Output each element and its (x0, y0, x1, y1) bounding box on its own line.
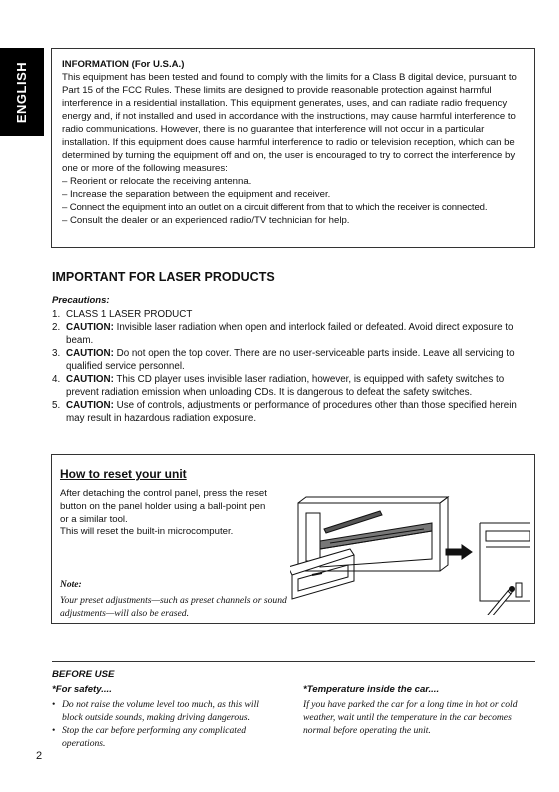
info-title: INFORMATION (For U.S.A.) (62, 59, 185, 70)
temperature-title: *Temperature inside the car.... (303, 684, 440, 695)
precaution-item (52, 373, 538, 399)
precaution-number: 5. (52, 400, 61, 411)
ball-point-pen-icon (488, 591, 511, 615)
reset-illustration (290, 483, 530, 615)
caution-label: CAUTION: (66, 348, 114, 359)
precaution-text: CLASS 1 LASER PRODUCT (66, 309, 193, 320)
safety-title: *For safety.... (52, 684, 112, 695)
arrow-icon (446, 545, 472, 559)
fcc-information-box (51, 48, 535, 248)
info-body: This equipment has been tested and found to comply with the limits for a Class B digital device, pursuant to Part 15 of the FCC Rules. These limits are designed to provide reasonable protection against harmful interference in a residential installation. This equipment generates, uses, and can radiate radio frequency energy and, if not installed and used in accordance with the instructions, may cause harmful interference to radio communications. However, there is no guarantee that interference will not occur in a particular installation. If this equipment does cause harmful interference to radio or television reception, which can be determined by turning the equipment off and on, the user is encouraged to try to correct the interference by one or more of the following measures: (62, 72, 517, 174)
reset-note: Your preset adjustments—such as preset channels or sound adjustments—will also be erased. (60, 595, 287, 619)
precaution-number: 4. (52, 374, 61, 385)
precaution-text: Do not open the top cover. There are no user-serviceable parts inside. Leave all servicing to qualified service personnel. (66, 348, 515, 372)
precautions-title: Precautions: (52, 295, 110, 306)
page-number: 2 (36, 750, 43, 762)
precaution-text: This CD player uses invisible laser radiation, however, is equipped with safety switches to prevent radiation emission when unloading CDs. It is dangerous to defeat the safety switches. (66, 374, 505, 398)
safety-item: • Stop the car before performing any complicated operations. (52, 724, 282, 750)
temperature-text: If you have parked the car for a long time in hot or cold weather, wait until the temperature in the car becomes normal before operating the unit. (303, 699, 518, 736)
reset-instruction-text: After detaching the control panel, press the reset button on the panel holder using a ball-point pen or a similar tool. (60, 488, 267, 525)
language-tab (0, 48, 44, 136)
precautions-section (52, 294, 538, 425)
info-measure: – Consult the dealer or an experienced radio/TV technician for help. (62, 215, 350, 226)
caution-label: CAUTION: (66, 374, 114, 385)
precaution-text: Invisible laser radiation when open and interlock failed or defeated. Avoid direct exposure to beam. (66, 322, 514, 346)
precaution-item (52, 321, 538, 347)
language-tab-label: ENGLISH (14, 61, 30, 123)
info-measure: – Increase the separation between the equipment and receiver. (62, 189, 331, 200)
caution-label: CAUTION: (66, 400, 114, 411)
info-measure: – Connect the equipment into an outlet on a circuit different from that to which the receiver is connected. (62, 202, 488, 213)
reset-note-title: Note: (60, 580, 82, 590)
reset-unit-box (51, 454, 535, 624)
precaution-number: 2. (52, 322, 61, 333)
laser-heading: IMPORTANT FOR LASER PRODUCTS (52, 270, 275, 284)
reset-title: How to reset your unit (60, 467, 187, 481)
info-measures-list (62, 175, 524, 227)
precautions-list (52, 308, 538, 425)
precaution-item (52, 347, 538, 373)
before-use-divider (52, 661, 535, 662)
before-use-heading: BEFORE USE (52, 669, 115, 680)
precaution-number: 3. (52, 348, 61, 359)
safety-item: • Do not raise the volume level too much, as this will block outside sounds, making driving dangerous. (52, 698, 282, 724)
info-measure: – Reorient or relocate the receiving antenna. (62, 176, 252, 187)
caution-label: CAUTION: (66, 322, 114, 333)
precaution-item (52, 308, 538, 321)
precaution-number: 1. (52, 309, 61, 320)
safety-list (52, 698, 282, 750)
precaution-item (52, 399, 538, 425)
reset-instruction-result: This will reset the built-in microcomputer. (60, 526, 234, 538)
precaution-text: Use of controls, adjustments or performance of procedures other than those specified herein may result in hazardous radiation exposure. (66, 400, 517, 424)
reset-instructions (60, 488, 275, 539)
